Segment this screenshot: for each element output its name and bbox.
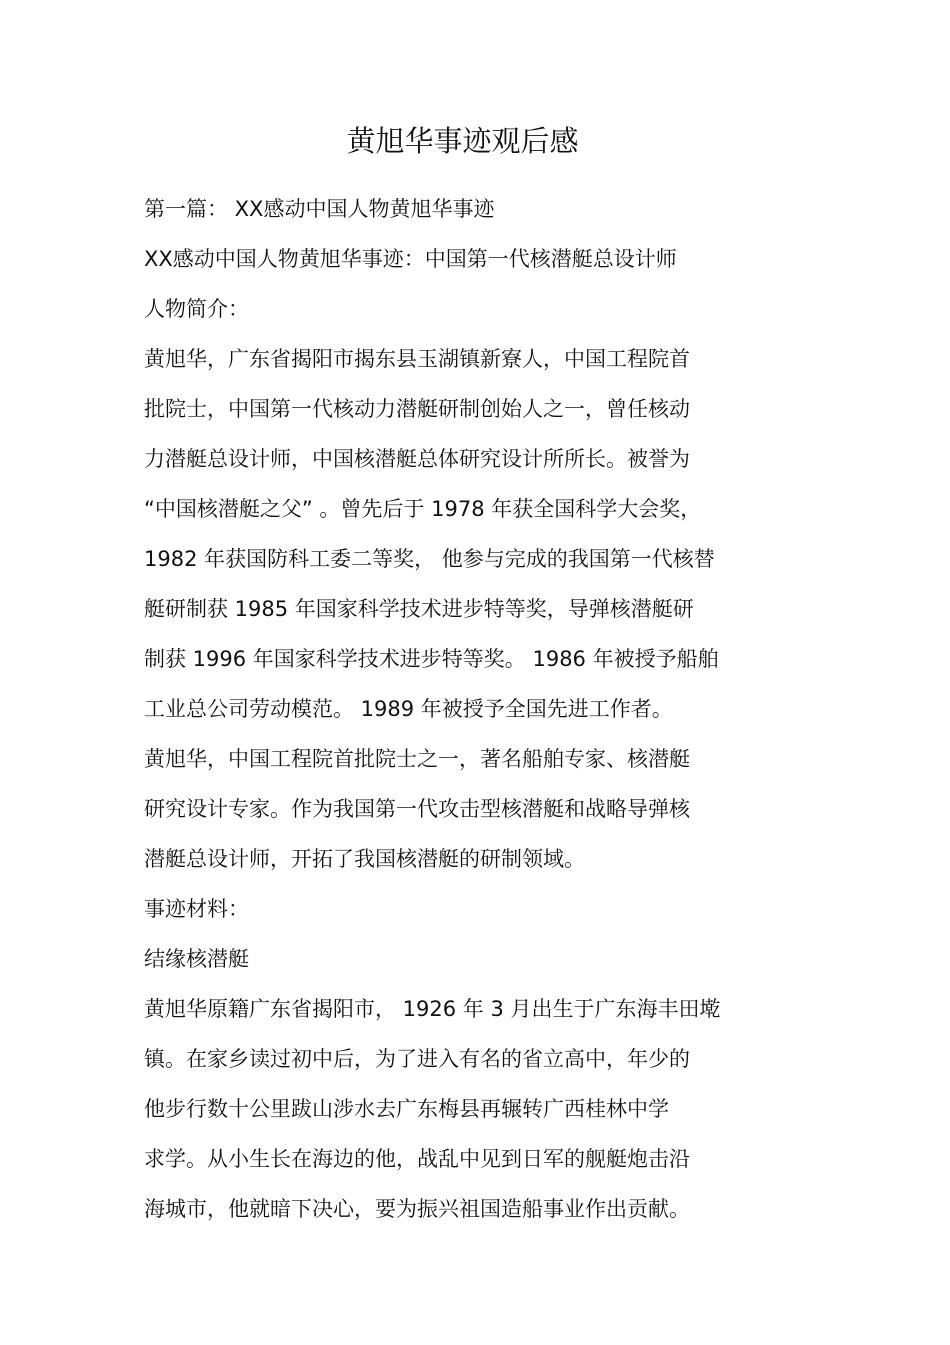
text-line: 力潜艇总设计师，中国核潜艇总体研究设计所所长。被誉为 — [144, 447, 690, 471]
text-line: “中国核潜艇之父” 。曾先后于 1978 年获全国科学大会奖， — [144, 497, 702, 521]
text-line: 求学。从小生长在海边的他，战乱中见到日军的舰艇炮击沿 — [144, 1147, 690, 1171]
text-line: 他步行数十公里跋山涉水去广东梅县再辗转广西桂林中学 — [144, 1097, 669, 1121]
text-line: 工业总公司劳动模范。 1989 年被授予全国先进工作者。 — [144, 697, 673, 721]
text-line: 结缘核潜艇 — [144, 947, 249, 971]
text-line: 黄旭华，广东省揭阳市揭东县玉湖镇新寮人，中国工程院首 — [144, 347, 690, 371]
text-line: 黄旭华，中国工程院首批院士之一，著名船舶专家、核潜艇 — [144, 747, 690, 771]
text-line: 事迹材料： — [144, 897, 249, 921]
text-line: 艇研制获 1985 年国家科学技术进步特等奖，导弹核潜艇研 — [144, 597, 694, 621]
document-title: 黄旭华事迹观后感 — [346, 124, 579, 158]
text-line: 黄旭华原籍广东省揭阳市， 1926 年 3 月出生于广东海丰田墘 — [144, 997, 721, 1021]
text-line: 1982 年获国防科工委二等奖， 他参与完成的我国第一代核替 — [144, 547, 715, 571]
text-line: 海城市，他就暗下决心，要为振兴祖国造船事业作出贡献。 — [144, 1197, 690, 1221]
text-line: 潜艇总设计师，开拓了我国核潜艇的研制领域。 — [144, 847, 585, 871]
text-line: 批院士，中国第一代核动力潜艇研制创始人之一，曾任核动 — [144, 397, 690, 421]
text-line: 研究设计专家。作为我国第一代攻击型核潜艇和战略导弹核 — [144, 797, 690, 821]
text-line: XX感动中国人物黄旭华事迹：中国第一代核潜艇总设计师 — [144, 247, 677, 271]
text-line: 镇。在家乡读过初中后，为了进入有名的省立高中，年少的 — [144, 1047, 690, 1071]
text-line: 制获 1996 年国家科学技术进步特等奖。 1986 年被授予船舶 — [144, 647, 719, 671]
text-line: 人物简介： — [144, 297, 249, 321]
document-body — [144, 184, 844, 1234]
text-line: 第一篇： XX感动中国人物黄旭华事迹 — [144, 197, 495, 221]
